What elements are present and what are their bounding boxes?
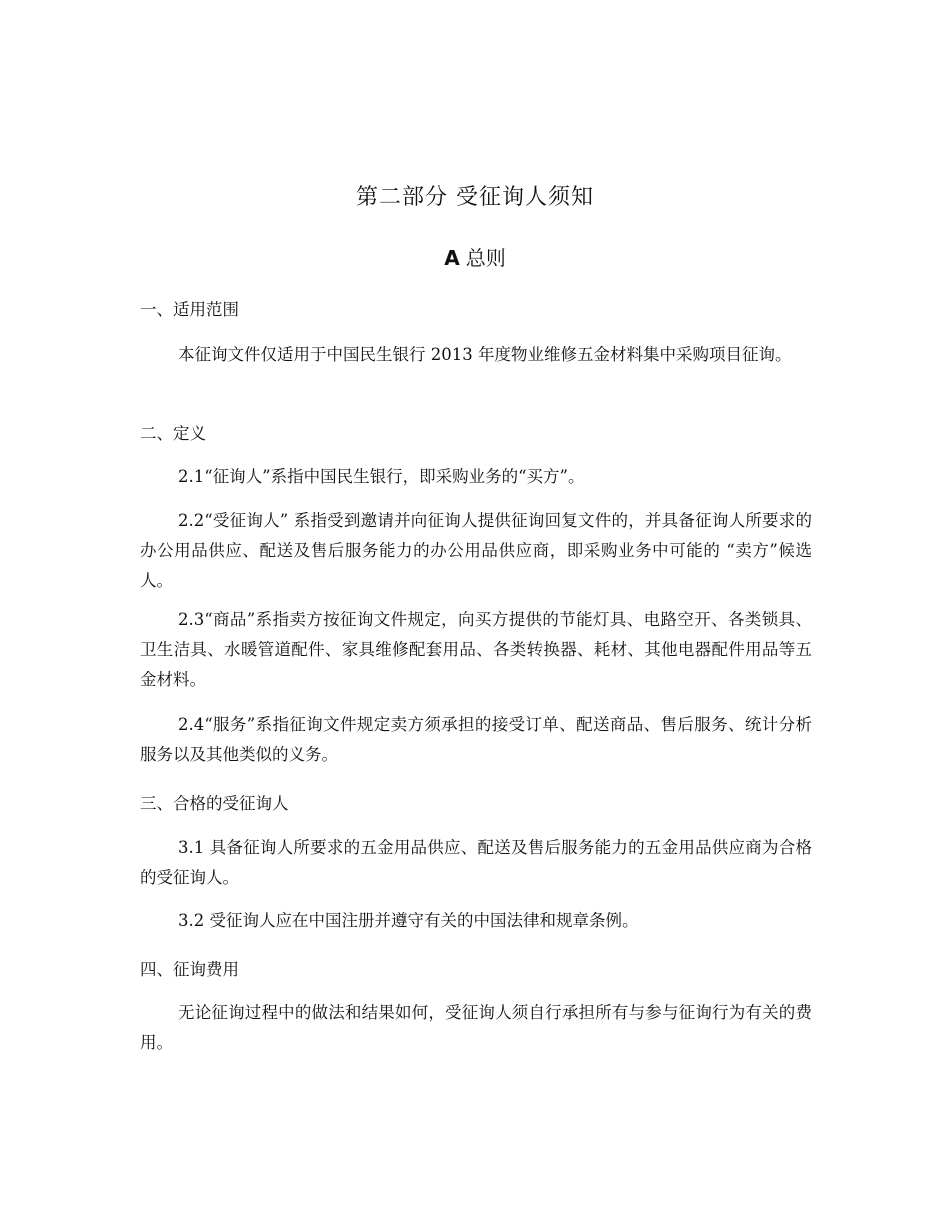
subtitle-letter: A [444, 246, 460, 270]
section-heading-definitions: 二、定义 [140, 424, 206, 443]
section-heading-scope: 一、适用范围 [140, 300, 239, 319]
paragraph-definition-2-4: 2.4“服务”系指征询文件规定卖方须承担的接受订单、配送商品、售后服务、统计分析服务以及其他类似的义务。 [140, 715, 812, 764]
paragraph-definition-2-2: 2.2“受征询人” 系指受到邀请并向征询人提供征询回复文件的，并具备征询人所要求的办公用品供应、配送及售后服务能力的办公用品供应商，即采购业务中可能的 “卖方”候选人。 [140, 511, 812, 590]
section-heading-costs: 四、征询费用 [140, 960, 239, 979]
paragraph-definition-2-1: 2.1“征询人”系指中国民生银行，即采购业务的“买方”。 [178, 467, 585, 486]
section-subtitle [0, 244, 950, 272]
paragraph-definition-2-3: 2.3“商品”系指卖方按征询文件规定，向买方提供的节能灯具、电路空开、各类锁具、卫生洁具、水暖管道配件、家具维修配套用品、各类转换器、耗材、其他电器配件用品等五金材料。 [140, 610, 812, 689]
page-title: 第二部分 受征询人须知 [356, 185, 594, 210]
section-heading-qualified: 三、合格的受征询人 [140, 794, 289, 813]
paragraph-scope: 本征询文件仅适用于中国民生银行 2013 年度物业维修五金材料集中采购项目征询。 [178, 345, 792, 364]
subtitle-text: 总则 [465, 246, 506, 270]
paragraph-qualified-3-2: 3.2 受征询人应在中国注册并遵守有关的中国法律和规章条例。 [178, 911, 639, 930]
paragraph-qualified-3-1: 3.1 具备征询人所要求的五金用品供应、配送及售后服务能力的五金用品供应商为合格的受征询人。 [140, 838, 812, 887]
paragraph-costs: 无论征询过程中的做法和结果如何，受征询人须自行承担所有与参与征询行为有关的费用。 [140, 1003, 812, 1052]
